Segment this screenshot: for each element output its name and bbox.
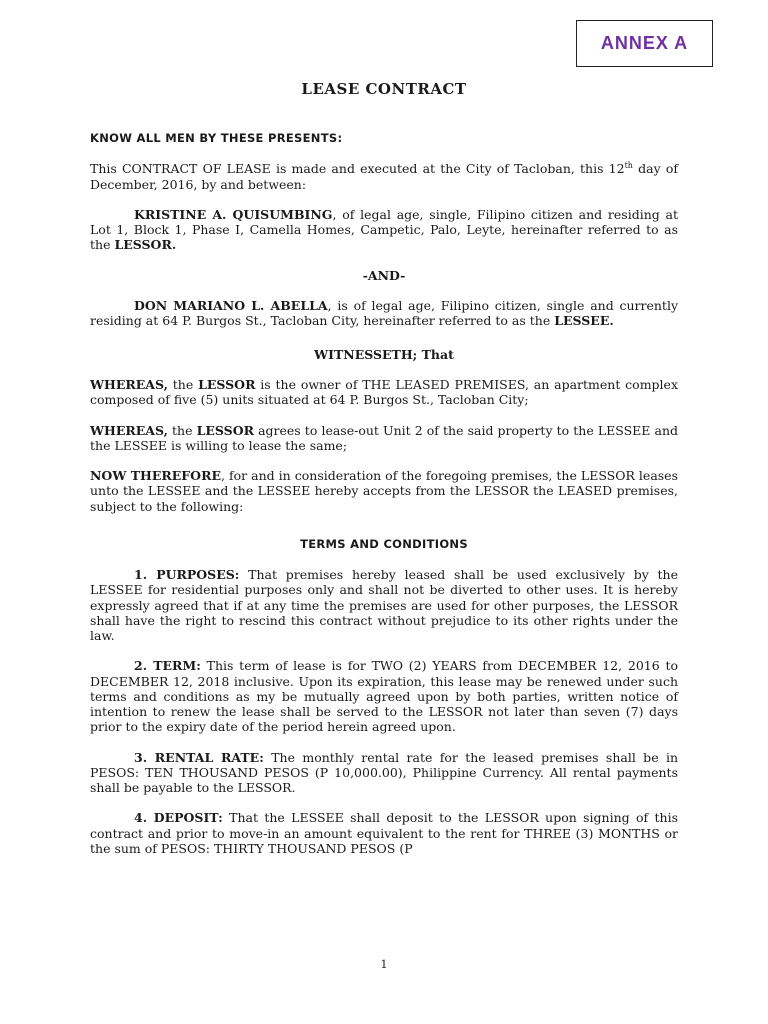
terms-heading <box>90 536 678 552</box>
now-therefore-text: , for and in consideration of the foregoing premises, the LESSOR leases unto the LESSEE and the LESSEE hereby accepts from the LESSOR the LEASED premises, subject to the following: <box>90 468 678 514</box>
term-1-label: 1. PURPOSES: <box>134 567 240 583</box>
intro-ordinal: th <box>624 161 633 171</box>
contract-body <box>90 130 678 856</box>
whereas-1-text: is the owner of THE LEASED PREMISES, an apartment complex composed of five (5) units situated at 64 P. Burgos St., Tacloban City; <box>90 376 678 408</box>
page-number: 1 <box>380 958 388 971</box>
whereas-paragraph-2 <box>90 423 678 453</box>
intro-text-b: day of December, 2016, by and between: <box>90 161 678 192</box>
whereas-2-text: agrees to lease-out Unit 2 of the said property to the LESSEE and the LESSEE is willing to lease the same; <box>90 422 678 453</box>
document-title: LEASE CONTRACT <box>301 80 467 98</box>
lessee-role: LESSEE. <box>554 313 614 329</box>
lessee-name: DON MARIANO L. ABELLA <box>134 298 328 314</box>
term-2-label: 2. TERM: <box>134 658 201 674</box>
term-item <box>90 567 678 643</box>
intro-paragraph <box>90 161 678 191</box>
term-4-text: That the LESSEE shall deposit to the LESSOR upon signing of this contract and prior to move-in an amount equivalent to the rent for THREE (3) MONTHS or the sum of PESOS: THIRTY THOUSAND PESOS (P <box>90 810 678 856</box>
term-3-text: The monthly rental rate for the leased premises shall be in PESOS: TEN THOUSAND PESOS (P 10,000.00), Philippine Currency. All rental payments shall be payable to the LESSOR. <box>90 749 678 795</box>
and-separator <box>90 268 678 283</box>
and-text: -AND- <box>362 267 406 283</box>
now-therefore-paragraph <box>90 468 678 514</box>
lessee-paragraph <box>90 298 678 328</box>
whereas-1-lead: WHEREAS, <box>90 376 168 392</box>
term-4-label: 4. DEPOSIT: <box>134 810 223 826</box>
know-all-text: KNOW ALL MEN BY THESE PRESENTS: <box>90 131 343 145</box>
whereas-1-lessor: LESSOR <box>198 376 256 392</box>
terms-heading-text: TERMS AND CONDITIONS <box>300 536 468 551</box>
witnesseth-text: WITNESSETH; That <box>314 346 454 362</box>
lessor-details: , of legal age, single, Filipino citizen and residing at Lot 1, Block 1, Phase I, Camella Homes, Campetic, Palo, Leyte, hereinafter referred to as the <box>90 206 678 253</box>
term-item <box>90 658 678 734</box>
whereas-paragraph-1 <box>90 377 678 407</box>
whereas-2-lessor: LESSOR <box>196 422 254 438</box>
lessor-role: LESSOR. <box>114 237 177 253</box>
term-item <box>90 750 678 796</box>
whereas-2-a: the <box>167 422 197 438</box>
term-1-text: That premises hereby leased shall be used exclusively by the LESSEE for residential purposes only and shall not be diverted to other uses. It is hereby expressly agreed that if at any time the premises are used for other purposes, the LESSOR shall have the right to rescind this contract without prejudice to its other rights under the law. <box>90 567 678 643</box>
term-2-text: This term of lease is for TWO (2) YEARS from DECEMBER 12, 2016 to DECEMBER 12, 2018 inclusive. Upon its expiration, this lease may be renewed under such terms and conditions as my be mutually agreed upon by both parties, written notice of intention to renew the lease shall be served to the LESSOR not later than seven (7) days prior to the expiry date of the period herein agreed upon. <box>90 658 678 735</box>
term-item <box>90 810 678 856</box>
know-all-heading <box>90 130 678 146</box>
now-therefore-lead: NOW THEREFORE <box>90 468 221 484</box>
whereas-2-lead: WHEREAS, <box>90 422 168 438</box>
lessor-paragraph <box>90 207 678 253</box>
lessee-details: , is of legal age, Filipino citizen, single and currently residing at 64 P. Burgos St., Tacloban City, hereinafter referred to as the <box>90 298 679 329</box>
annex-label: ANNEX A <box>576 20 713 67</box>
whereas-1-a: the <box>167 376 199 392</box>
term-3-label: 3. RENTAL RATE: <box>134 749 264 765</box>
intro-text-a: This CONTRACT OF LEASE is made and executed at the City of Tacloban, this 12 <box>90 161 625 177</box>
lessor-name: KRISTINE A. QUISUMBING <box>134 206 333 222</box>
witnesseth-heading <box>90 347 678 362</box>
